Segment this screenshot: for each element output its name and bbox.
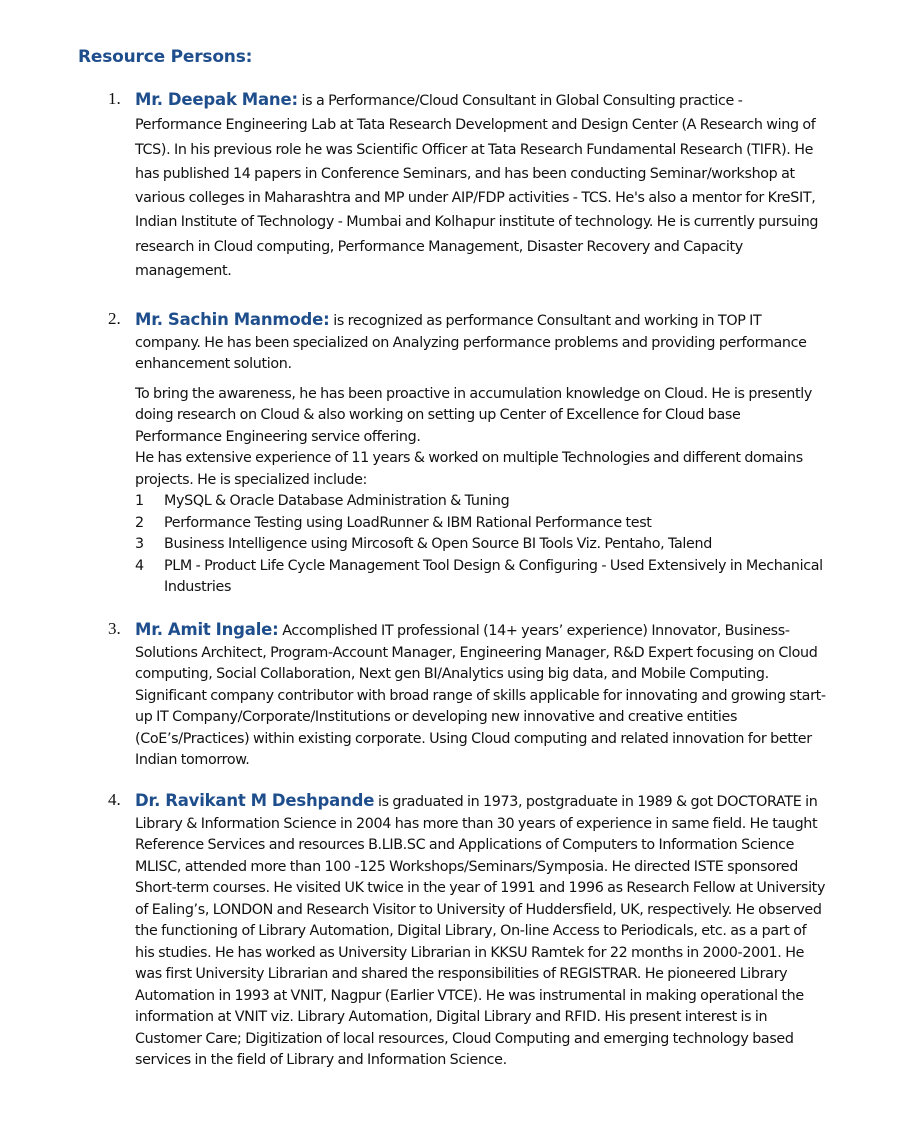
person-name: Dr. Ravikant M Deshpande	[135, 791, 375, 810]
person-bio-paragraph-3: He has extensive experience of 11 years & worked on multiple Technologies and different domains projects. He is specialized include:	[135, 450, 803, 488]
person-name: Mr. Amit Ingale:	[135, 620, 279, 639]
skill-number: 1	[135, 493, 144, 509]
resource-person-3	[108, 619, 828, 772]
resource-person-1	[108, 88, 828, 283]
resource-person-4	[108, 790, 828, 1072]
person-bio: is recognized as performance Consultant and working in TOP IT company. He has been specialized on Analyzing performance problems and providing performance enhancement solution.	[135, 313, 807, 372]
person-description	[135, 88, 828, 283]
skill-item	[135, 491, 828, 513]
resource-person-2	[108, 309, 828, 599]
person-description	[135, 309, 828, 599]
skill-item	[135, 534, 828, 556]
skill-text: MySQL & Oracle Database Administration & Tuning	[164, 493, 510, 509]
section-heading: Resource Persons:	[78, 47, 253, 67]
person-bio: is graduated in 1973, postgraduate in 1989 & got DOCTORATE in Library & Information Science in 2004 has more than 30 years of experience in same field. He taught Reference Services and resources B.LIB.SC and Applications of Computers to Information Science MLISC, attended more than 100 -125 Workshops/Seminars/Symposia. He directed ISTE sponsored Short-term courses. He visited UK twice in the year of 1991 and 1996 as Research Fellow at University of Ealing’s, LONDON and Research Visitor to University of Huddersfield, UK, respectively. He observed the functioning of Library Automation, Digital Library, On-line Access to Periodicals, etc. as a part of his studies. He has worked as University Librarian in KKSU Ramtek for 22 months in 2000-2001. He was first University Librarian and shared the responsibilities of REGISTRAR. He pioneered Library Automation in 1993 at VNIT, Nagpur (Earlier VTCE). He was instrumental in making operational the information at VNIT viz. Library Automation, Digital Library and RFID. His present interest is in Customer Care; Digitization of local resources, Cloud Computing and emerging technology based services in the field of Library and Information Science.	[135, 794, 826, 1068]
list-number: 2.	[108, 309, 121, 328]
person-description	[135, 790, 828, 1072]
person-bio-paragraph-2: To bring the awareness, he has been proactive in accumulation knowledge on Cloud. He is presently doing research on Cloud & also working on setting up Center of Excellence for Cloud base Performance Engineering service offering.	[135, 385, 812, 445]
person-bio: is a Performance/Cloud Consultant in Global Consulting practice - Performance Engineering Lab at Tata Research Development and Design Center (A Research wing of TCS). In his previous role he was Scientific Officer at Tata Research Fundamental Research (TIFR). He has published 14 papers in Conference Seminars, and has been conducting Seminar/workshop at various colleges in Maharashtra and MP under AIP/FDP activities - TCS. He's also a mentor for KreSIT, Indian Institute of Technology - Mumbai and Kolhapur institute of technology. He is currently pursuing research in Cloud computing, Performance Management, Disaster Recovery and Capacity management.	[135, 93, 819, 280]
person-name: Mr. Sachin Manmode:	[135, 310, 330, 329]
skill-text: PLM - Product Life Cycle Management Tool Design & Configuring - Used Extensively in Mechanical Industries	[164, 557, 823, 595]
skill-item	[135, 513, 828, 535]
skill-text: Business Intelligence using Mircosoft & Open Source BI Tools Viz. Pentaho, Talend	[164, 536, 712, 552]
skill-number: 3	[135, 536, 144, 552]
list-number: 4.	[108, 790, 121, 809]
skills-list	[135, 491, 828, 599]
list-number: 1.	[108, 89, 121, 108]
list-number: 3.	[108, 619, 121, 638]
skill-item	[135, 556, 828, 599]
person-bio: Accomplished IT professional (14+ years’ experience) Innovator, Business-Solutions Architect, Program-Account Manager, Engineering Manager, R&D Expert focusing on Cloud computing, Social Collaboration, Next gen BI/Analytics using big data, and Mobile Computing. Significant company contributor with broad range of skills applicable for innovating and growing start-up IT Company/Corporate/Institutions or developing new innovative and creative entities (CoE’s/Practices) within existing corporate. Using Cloud computing and related innovation for better Indian tomorrow.	[135, 623, 826, 768]
skill-number: 2	[135, 514, 144, 531]
person-name: Mr. Deepak Mane:	[135, 90, 298, 109]
person-description	[135, 619, 828, 772]
skill-text: Performance Testing using LoadRunner & IBM Rational Performance test	[164, 514, 652, 531]
skill-number: 4	[135, 557, 144, 574]
